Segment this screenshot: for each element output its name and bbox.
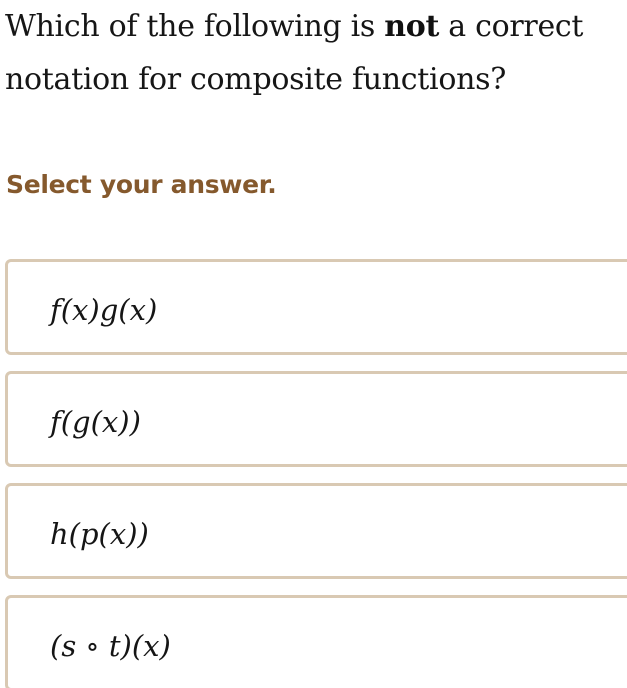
answer-option-1[interactable] <box>5 259 627 355</box>
question-text <box>5 0 620 106</box>
question-emphasis-not: not <box>384 9 440 44</box>
answer-option-label: (s ∘ t)(x) <box>50 629 171 663</box>
select-answer-prompt: Select your answer. <box>6 170 277 199</box>
answer-options <box>5 259 627 688</box>
answer-option-label: f(x)g(x) <box>50 293 158 327</box>
question-line1-end: a correct <box>439 9 584 44</box>
answer-option-4[interactable] <box>5 595 627 688</box>
question-line2: notation for composite functions? <box>5 62 507 97</box>
answer-option-3[interactable] <box>5 483 627 579</box>
answer-option-label: h(p(x)) <box>50 517 149 551</box>
answer-option-2[interactable] <box>5 371 627 467</box>
answer-option-label: f(g(x)) <box>50 405 141 439</box>
question-line1-start: Which of the following is <box>5 9 385 44</box>
